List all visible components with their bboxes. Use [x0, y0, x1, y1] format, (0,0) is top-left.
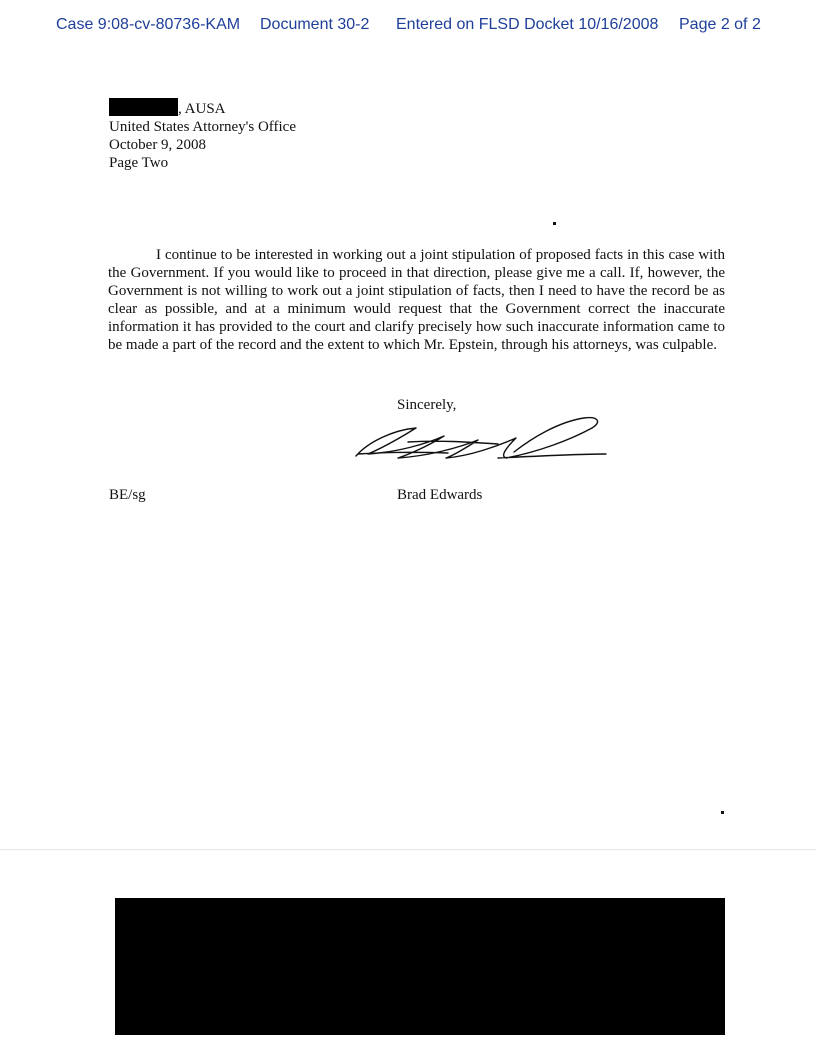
letter-body: I continue to be interested in working out a joint stipulation of proposed facts in this case with the Government. If you would like to proceed in that direction, please give me a call. If, however, the Government is not willing to work out a joint stipulation of facts, then I need to have the record be as clear as possible, and at a minimum would request that the Government correct the inaccurate information it has provided to the court and clarify precisely how such inaccurate information came to be made a part of the record and the extent to which Mr. Epstein, through his attorneys, was culpable.	[108, 247, 725, 353]
signer-name: Brad Edwards	[397, 487, 483, 503]
typist-initials: BE/sg	[109, 487, 146, 503]
signature	[348, 412, 610, 464]
recipient-line	[109, 98, 296, 118]
scan-speck	[721, 811, 724, 814]
document-number: Document 30-2	[260, 16, 370, 33]
closing: Sincerely,	[397, 397, 457, 413]
redaction-box	[109, 98, 178, 116]
redaction-block	[115, 898, 725, 1035]
case-number: Case 9:08-cv-80736-KAM	[56, 16, 241, 33]
page-indicator: Page 2 of 2	[679, 16, 761, 33]
address-block	[109, 98, 296, 172]
scan-speck	[553, 222, 556, 225]
docket-entry-date: Entered on FLSD Docket 10/16/2008	[396, 16, 659, 33]
scan-line	[0, 849, 816, 850]
page-label: Page Two	[109, 155, 169, 171]
recipient-office: United States Attorney's Office	[109, 119, 296, 135]
letter-date: October 9, 2008	[109, 137, 207, 153]
recipient-title: , AUSA	[178, 101, 226, 117]
